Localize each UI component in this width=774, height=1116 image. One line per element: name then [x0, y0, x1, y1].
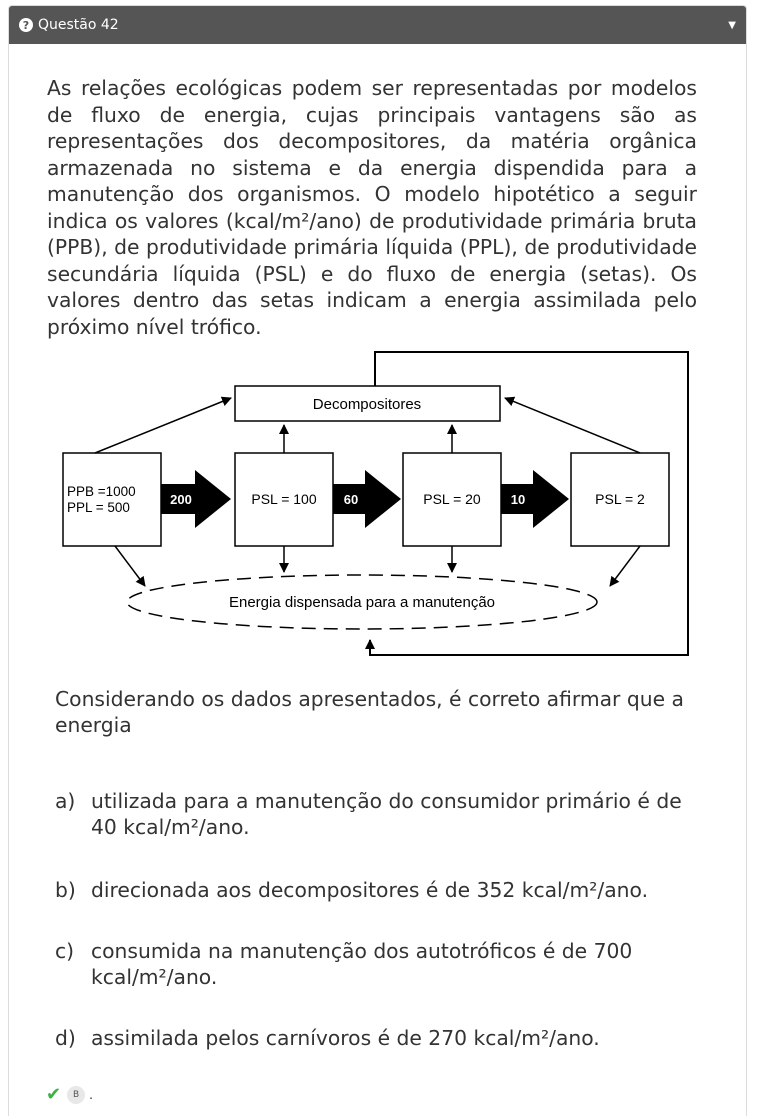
- maintenance-label: Energia dispensada para a manutenção: [228, 594, 496, 611]
- option-a-letter: a): [55, 789, 76, 813]
- option-c-text: consumida na manutenção dos autotróficos é de 700 kcal/m²/ano.: [91, 939, 633, 989]
- arrow-tertiary-to-ellipse: [610, 546, 640, 586]
- primary-consumer-psl: PSL = 100: [251, 491, 317, 507]
- question-title: Questão 42: [38, 17, 119, 33]
- question-statement: As relações ecológicas podem ser representadas por modelos de fluxo de energia, cujas principais vantagens são as representações dos decompositores, da matéria orgânica armazenada no sistema e da energia dispendida para a manutenção dos organismos. O modelo hipotético a seguir indica os valores (kcal/m²/ano) de produtividade primária bruta (PPB), de produtividade primária líquida (PPL), de produtividade secundária líquida (PSL) e do fluxo de energia (setas). Os valores dentro das setas indicam a energia assimilada pelo próximo nível trófico.: [47, 76, 697, 339]
- question-circle-icon: ?: [19, 18, 33, 32]
- option-d-letter: d): [55, 1026, 76, 1050]
- option-a-text: utilizada para a manutenção do consumidor primário é de 40 kcal/m²/ano.: [91, 789, 682, 839]
- option-d-text: assimilada pelos carnívoros é de 270 kcal/m²/ano.: [91, 1026, 600, 1050]
- tertiary-consumer-psl: PSL = 2: [595, 491, 645, 507]
- decompositores-label: Decompositores: [312, 396, 422, 413]
- question-body: [47, 75, 697, 340]
- option-b-text: direcionada aos decompositores é de 352 kcal/m²/ano.: [91, 878, 649, 902]
- flow-arrow-3-value: 10: [510, 492, 526, 507]
- question-header[interactable]: [9, 6, 746, 44]
- answer-badge: B: [67, 1086, 85, 1104]
- option-c-letter: c): [55, 939, 75, 963]
- producer-ppb: PPB =1000: [67, 484, 136, 499]
- arrow-producer-to-ellipse: [115, 546, 145, 586]
- flow-arrow-1-value: 200: [170, 492, 192, 507]
- arrow-tertiary-to-decomp: [505, 398, 640, 453]
- check-icon: ✔: [46, 1084, 62, 1105]
- option-c[interactable]: [55, 938, 705, 990]
- secondary-consumer-psl: PSL = 20: [423, 491, 481, 507]
- option-a[interactable]: [55, 788, 705, 840]
- option-b-letter: b): [55, 878, 76, 902]
- answer-feedback: [46, 1084, 93, 1105]
- question-prompt: Considerando os dados apresentados, é correto afirmar que a energia: [55, 687, 684, 737]
- energy-flow-diagram: [55, 348, 695, 663]
- flow-arrow-2-value: 60: [343, 492, 359, 507]
- option-d[interactable]: [55, 1025, 705, 1051]
- producer-ppl: PPL = 500: [67, 500, 130, 515]
- answer-suffix: .: [89, 1087, 93, 1102]
- arrow-producer-to-decomp: [95, 398, 231, 453]
- option-b[interactable]: [55, 877, 705, 903]
- caret-down-icon[interactable]: ▼: [728, 19, 736, 31]
